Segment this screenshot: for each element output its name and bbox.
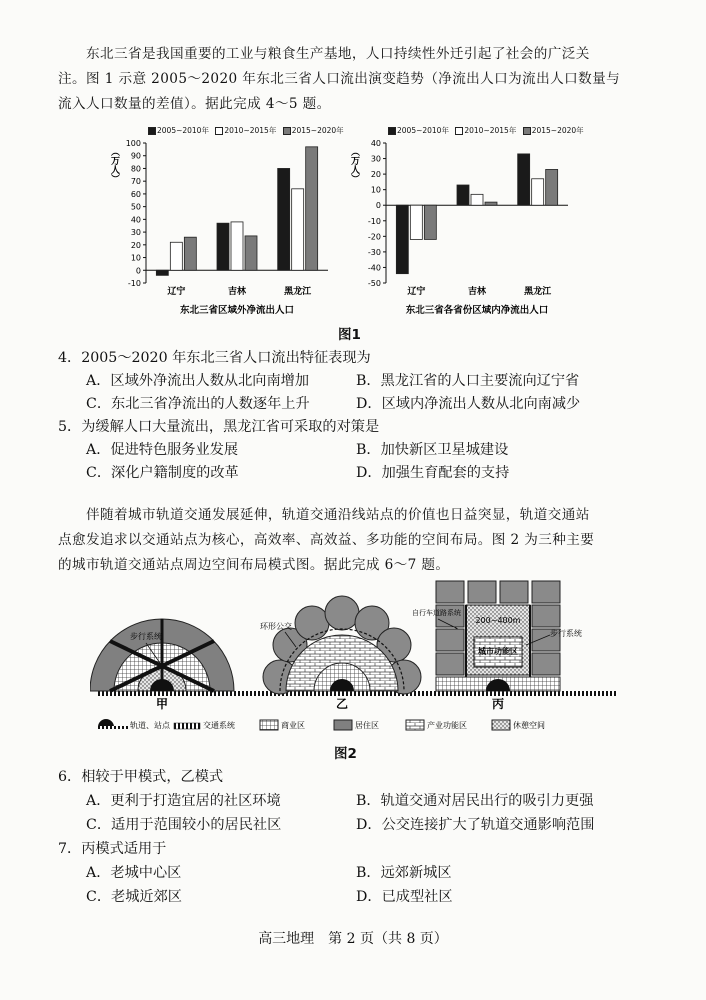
q4-option-b[interactable]: B．黑龙江省的人口主要流向辽宁省 xyxy=(356,373,580,389)
label-walk-system-1: 步行系统 xyxy=(130,632,162,641)
chart2-tick-label: 0 xyxy=(375,201,381,211)
chart1-tick-label: 20 xyxy=(130,240,141,250)
mode-yi-diagram xyxy=(263,596,421,694)
q4-option-a[interactable]: A．区域外净流出人数从北向南增加 xyxy=(86,373,310,389)
page-footer: 高三地理 第 2 页（共 8 页） xyxy=(258,931,448,947)
chart1-title: 东北三省区域外净流出人口 xyxy=(179,305,295,316)
legend-swatch-s1 xyxy=(148,127,156,135)
q4-stem: 4．2005～2020 年东北三省人口流出特征表现为 xyxy=(58,350,371,366)
chart2-bar-黑龙江-0 xyxy=(518,154,530,205)
legend-commercial: 商业区 xyxy=(281,721,305,730)
q7-option-c[interactable]: C．老城近郊区 xyxy=(86,889,182,905)
q6-option-d[interactable]: D．公交连接扩大了轨道交通影响范围 xyxy=(356,817,595,833)
intro-paragraph-2 xyxy=(58,503,658,578)
intro2-line3: 的城市轨道交通站点周边空间布局模式图。据此完成 6～7 题。 xyxy=(58,557,450,573)
figure2-legend xyxy=(98,719,545,730)
chart2-bar-吉林-2 xyxy=(485,202,497,205)
q5-stem: 5．为缓解人口大量流出，黑龙江省可采取的对策是 xyxy=(58,419,380,435)
legend-rail-station: 轨道、站点 xyxy=(130,721,170,730)
chart1-tick-label: 50 xyxy=(130,202,141,212)
chart2-y-label: （万人） xyxy=(349,147,359,183)
q7-option-d[interactable]: D．已成型社区 xyxy=(356,889,453,905)
legend-swatch-s2 xyxy=(215,127,223,135)
label-walk-system-2: 步行系统 xyxy=(550,629,582,638)
legend2-swatch-s1 xyxy=(388,127,396,135)
q5-option-b[interactable]: B．加快新区卫星城建设 xyxy=(356,442,509,458)
chart1-tick-label: 10 xyxy=(130,253,141,263)
chart1-tick-label: 70 xyxy=(130,177,141,187)
legend-swatch-s3 xyxy=(283,127,291,135)
chart2-tick-label: -50 xyxy=(367,279,381,288)
chart1-y-label: （万人） xyxy=(109,147,119,183)
legend-residential: 居住区 xyxy=(355,721,379,730)
chart1-bar-辽宁-0 xyxy=(156,270,168,275)
intro1-line2: 注。图 1 示意 2005～2020 年东北三省人口流出演变趋势（净流出人口为流出人口数量与 xyxy=(58,71,621,87)
chart1-bar-辽宁-1 xyxy=(170,242,182,270)
chart1-tick-label: 100 xyxy=(125,139,141,148)
intro2-line2: 点愈发追求以交通站点为核心，高效率、高效益、多功能的空间布局。图 2 为三种主要 xyxy=(58,532,595,548)
fig1-caption: 图1 xyxy=(338,327,361,343)
q7-option-a[interactable]: A．老城中心区 xyxy=(86,865,182,881)
chart1-bar-吉林-1 xyxy=(231,222,243,270)
chart2-tick-label: -20 xyxy=(367,232,381,242)
chart2-tick-label: 10 xyxy=(370,185,381,195)
label-loop-bus: 环形公交 xyxy=(260,622,292,631)
chart2-tick-label: 20 xyxy=(370,170,381,180)
legend-transport-system: 交通系统 xyxy=(203,721,235,730)
label-mode-bing: 丙 xyxy=(491,697,505,711)
chart1-bar-吉林-2 xyxy=(245,236,257,270)
q6-option-b[interactable]: B．轨道交通对居民出行的吸引力更强 xyxy=(356,793,594,809)
legend2-swatch-s3 xyxy=(523,127,531,135)
legend-label-s1: 2005~2010年 xyxy=(157,126,209,135)
chart1-bar-黑龙江-2 xyxy=(306,147,318,270)
chart1-bar-黑龙江-1 xyxy=(292,189,304,270)
intro1-line3: 流入人口数量的差值）。据此完成 4～5 题。 xyxy=(58,96,331,112)
chart1-tick-label: 0 xyxy=(135,266,141,276)
legend2-label-s3: 2015~2020年 xyxy=(531,126,584,135)
chart2-tick-label: -10 xyxy=(367,216,381,226)
label-city-function-zone: 城市功能区 xyxy=(478,647,518,656)
legend2-label-s2: 2010~2015年 xyxy=(464,126,517,135)
q5-option-d[interactable]: D．加强生育配套的支持 xyxy=(356,465,510,481)
chart2-tick-label: 40 xyxy=(370,139,381,148)
chart1-bar-辽宁-2 xyxy=(184,237,196,270)
chart2-category-label: 吉林 xyxy=(467,287,487,297)
chart1-category-label: 黑龙江 xyxy=(284,287,312,297)
q6-stem: 6．相较于甲模式，乙模式 xyxy=(58,769,224,785)
chart2-title: 东北三省各省份区域内净流出人口 xyxy=(405,305,549,316)
mode-bing-diagram xyxy=(436,581,560,691)
chart1-bar-吉林-0 xyxy=(217,223,229,270)
q6-option-a[interactable]: A．更利于打造宜居的社区环境 xyxy=(86,793,281,809)
legend2-swatch-s2 xyxy=(455,127,463,135)
intro1-line1: 东北三省是我国重要的工业与粮食生产基地，人口持续性外迁引起了社会的广泛关 xyxy=(86,46,590,62)
q5-option-a[interactable]: A．促进特色服务业发展 xyxy=(86,442,239,458)
q4-option-d[interactable]: D．区域内净流出人数从北向南减少 xyxy=(356,396,581,412)
q7-option-b[interactable]: B．远郊新城区 xyxy=(356,865,452,881)
chart2-bar-辽宁-0 xyxy=(396,205,408,273)
chart2-tick-label: -30 xyxy=(367,247,381,257)
chart1-category-label: 辽宁 xyxy=(167,287,186,297)
chart1-bar-黑龙江-0 xyxy=(278,168,290,270)
chart1-tick-label: 90 xyxy=(130,151,141,161)
legend-label-s3: 2015~2020年 xyxy=(291,126,344,135)
legend2-label-s1: 2005~2010年 xyxy=(397,126,449,135)
chart1-tick-label: 60 xyxy=(130,189,141,199)
fig2-caption: 图2 xyxy=(334,746,357,762)
label-bike-road-system: 自行车道路系统 xyxy=(412,609,461,617)
chart2-bar-辽宁-1 xyxy=(410,205,422,239)
chart2-tick-label: -40 xyxy=(367,263,381,273)
chart2-bar-黑龙江-2 xyxy=(546,169,558,205)
chart2-category-label: 辽宁 xyxy=(407,287,426,297)
chart2-category-label: 黑龙江 xyxy=(524,287,552,297)
chart1-category-label: 吉林 xyxy=(227,287,247,297)
figure-station-layout-modes xyxy=(90,573,630,741)
chart2-bar-吉林-0 xyxy=(457,185,469,205)
chart-outflow-external xyxy=(100,135,340,320)
q7-stem: 7．丙模式适用于 xyxy=(58,841,167,857)
chart1-tick-label: 40 xyxy=(130,215,141,225)
q6-option-c[interactable]: C．适用于范围较小的居民社区 xyxy=(86,817,282,833)
legend-industrial: 产业功能区 xyxy=(427,721,467,730)
q4-option-c[interactable]: C．东北三省净流出的人数逐年上升 xyxy=(86,396,310,412)
chart-outflow-internal xyxy=(340,135,580,320)
legend-leisure: 休憩空间 xyxy=(513,721,545,730)
label-mode-yi: 乙 xyxy=(335,697,349,711)
label-distance: 200~400m xyxy=(475,616,521,625)
chart2-tick-label: 30 xyxy=(370,154,381,164)
chart1-tick-label: 80 xyxy=(130,164,141,174)
intro-paragraph-1 xyxy=(58,42,658,117)
intro2-line1: 伴随着城市轨道交通发展延伸，轨道交通沿线站点的价值也日益突显，轨道交通站 xyxy=(86,507,590,523)
chart2-bar-黑龙江-1 xyxy=(532,179,544,205)
q5-option-c[interactable]: C．深化户籍制度的改革 xyxy=(86,465,239,481)
label-mode-jia: 甲 xyxy=(155,697,169,711)
rail-line xyxy=(98,691,618,696)
chart1-tick-label: 30 xyxy=(130,228,141,238)
mode-jia-diagram xyxy=(90,619,234,691)
legend-label-s2: 2010~2015年 xyxy=(224,126,277,135)
chart2-bar-辽宁-2 xyxy=(424,205,436,239)
chart1-tick-label: -10 xyxy=(127,279,141,288)
chart2-bar-吉林-1 xyxy=(471,194,483,205)
